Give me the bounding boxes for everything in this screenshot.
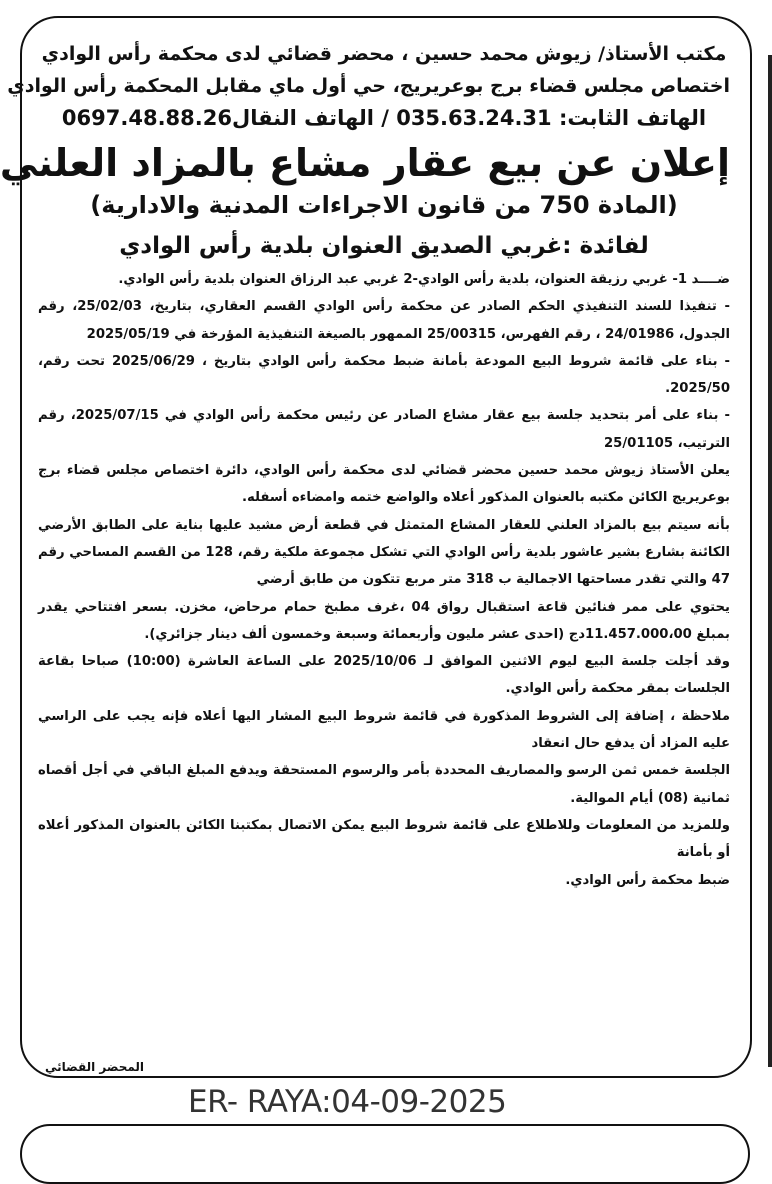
announcement-title: إعلان عن بيع عقار مشاع بالمزاد العلني <box>0 141 730 185</box>
sale-conditions-deposit: - بناء على قائمة شروط البيع المودعة بأمانة ضبط محكمة رأس الوادي بتاريخ ، 2025/06/29 تحت رقم، 2025/50. <box>38 353 730 397</box>
defendants: ضــــد 1- غربي رزيقة العنوان، بلدية رأس الوادي-2 غربي عبد الرزاق العنوان بلدية رأس الوادي. <box>118 272 730 287</box>
next-announcement-frame <box>20 1124 750 1184</box>
court-registry: ضبط محكمة رأس الوادي. <box>565 872 730 888</box>
adjacent-column-edge <box>768 55 772 1067</box>
publication-stamp: ER- RAYA:04-09-2025 <box>188 1084 507 1120</box>
announcement-body <box>38 266 730 894</box>
payment-terms: الجلسة خمس ثمن الرسو والمصاريف المحددة بأمر والرسوم المستحقة ويدفع المبلغ الباقي في أجل أقصاه ثمانية (08) أيام الموالية. <box>38 763 730 806</box>
bailiff-signature-label: المحضر القضائي <box>45 1060 145 1074</box>
office-address: اختصاص مجلس قضاء برج بوعريريج، حي أول ماي مقابل المحكمة رأس الوادي <box>7 75 730 97</box>
more-info: وللمزيد من المعلومات وللاطلاع على قائمة شروط البيع يمكن الاتصال بمكتبنا الكائن بالعنوان المذكور أعلاه أو بأمانة <box>38 817 730 861</box>
session-order: - بناء على أمر بتحديد جلسة بيع عقار مشاع الصادر عن رئيس محكمة رأس الوادي في 2025/07/15، رقم الترتيب، 25/01105 <box>38 408 730 451</box>
office-phones: الهاتف الثابت: 035.63.24.31 / الهاتف النقال0697.48.88.26 <box>61 106 707 130</box>
beneficiary: لفائدة :غربي الصديق العنوان بلدية رأس الوادي <box>119 233 649 259</box>
legal-article: (المادة 750 من قانون الاجراءات المدنية والادارية) <box>90 191 678 219</box>
property-description: بأنه سيتم بيع بالمزاد العلني للعقار المشاع المتمثل في قطعة أرض مشيد عليها بناية على الطابق الأرضي الكائنة بشارع بشير عاشور بلدية رأس الوادي التي تشكل مجموعة ملكية رقم، 128 من القسم المساحي رقم 47 والتي تقدر مساحتها الاجمالية ب 318 متر مربع تتكون من طابق أرضي <box>38 517 730 588</box>
office-line: مكتب الأستاذ/ زيوش محمد حسين ، محضر قضائي لدى محكمة رأس الوادي <box>41 43 727 65</box>
sale-session-date: وقد أجلت جلسة البيع ليوم الاثنين الموافق لـ 2025/10/06 على الساعة العاشرة (10:00) صباحا بقاعة الجلسات بمقر محكمة رأس الوادي. <box>38 654 730 697</box>
bailiff-notice: يعلن الأستاذ زيوش محمد حسين محضر قضائي لدى محكمة رأس الوادي، دائرة اختصاص مجلس قضاء برج بوعريريج الكائن مكتبه بالعنوان المذكور أعلاه والواضع ختمه وامضاءه أسفله. <box>38 463 730 506</box>
note: ملاحظة ، إضافة إلى الشروط المذكورة في قائمة شروط البيع المشار اليها أعلاه فإنه يجب على الراسي عليه المزاد أن يدفع حال انعقاد <box>38 708 730 752</box>
execution-title: - تنفيذا للسند التنفيذي الحكم الصادر عن محكمة رأس الوادي القسم العقاري، بتاريخ، 25/02/03، رقم الجدول، 24/01986 ، رقم الفهرس، 25/00315 الممهور بالصيغة التنفيذية المؤرخة في 2025/05/19 <box>38 299 730 342</box>
announcement-content <box>0 38 731 894</box>
property-contents-price: يحتوي على ممر فنائين قاعة استقبال رواق 04 ،غرف مطبخ حمام مرحاض، مخزن. بسعر افتتاحي يقدر بمبلغ 11.457.000،00دج (احدى عشر مليون وأربعمائة وسبعة وخمسون ألف دينار جزائري). <box>38 599 731 642</box>
